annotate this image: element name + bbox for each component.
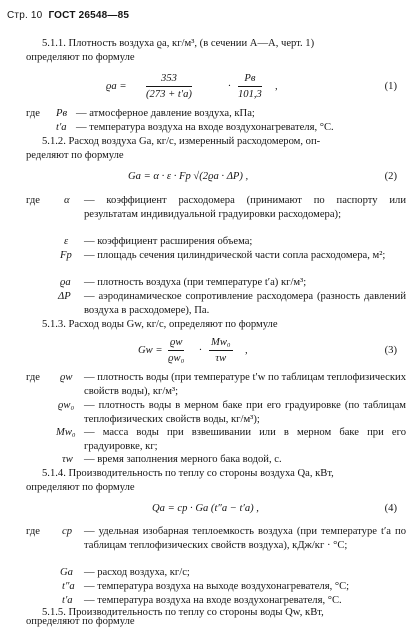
formula-3-lhs: Gw = bbox=[138, 345, 163, 356]
symbol-rho-a: ϱa bbox=[60, 277, 71, 288]
definition-delta-p: — аэродинамическое сопротивление расходомера (разность давлений воздуха в расходомере), Па. bbox=[84, 291, 406, 316]
symbol-g-a: Ga bbox=[60, 567, 73, 578]
definition-epsilon: — коэффициент расширения объема; bbox=[84, 236, 253, 247]
formula-1-denominator-b: 101,3 bbox=[238, 89, 262, 100]
definition-t-a-prime: — температура воздуха на входе воздухонагревателя, °C. bbox=[76, 122, 334, 133]
symbol-alpha: α bbox=[64, 195, 70, 206]
where-label-2: где bbox=[26, 195, 40, 206]
definition-rho-w0: — плотность воды в мерном баке при его градуировке (по таблицам теплофизических свойств воды, кг/м³); bbox=[84, 400, 406, 425]
symbol-t-a-prime: t′a bbox=[56, 122, 67, 133]
page-number: Стр. 10 bbox=[7, 10, 43, 21]
standard-code: ГОСТ 26548—85 bbox=[48, 10, 130, 21]
section-5-1-5-intro-cont: определяют по формуле bbox=[26, 616, 135, 627]
section-5-1-4-intro: 5.1.4. Производительность по теплу со стороны воздуха Qa, кВт, bbox=[42, 468, 334, 479]
section-5-1-2-intro: 5.1.2. Расход воздуха Ga, кг/с, измеренный расходомером, оп- bbox=[42, 136, 321, 147]
formula-1-denominator-a: (273 + t′a) bbox=[146, 89, 192, 100]
symbol-rho-w0: ϱw₀ bbox=[58, 400, 75, 411]
page-header bbox=[7, 9, 129, 23]
definition-c-p: — удельная изобарная теплоемкость воздуха (при температуре t′a по таблицам теплофизических свойств воздуха), кДж/кг · °C; bbox=[84, 526, 406, 551]
formula-3-end: , bbox=[245, 345, 248, 356]
definition-p-v: — атмосферное давление воздуха, кПа; bbox=[76, 108, 255, 119]
definition-tau-w: — время заполнения мерного бака водой, с. bbox=[84, 454, 282, 465]
symbol-delta-p: ΔP bbox=[58, 291, 71, 302]
where-label-3: где bbox=[26, 372, 40, 383]
formula-1-lhs: ϱa = bbox=[106, 81, 127, 92]
symbol-t-a-prime-2: t′a bbox=[62, 595, 73, 606]
section-5-1-2-intro-cont: ределяют по формуле bbox=[26, 150, 124, 161]
where-label-1: где bbox=[26, 108, 40, 119]
formula-1-numerator-b: Pв bbox=[238, 72, 262, 87]
definition-t-a-prime-2: — температура воздуха на входе воздухонагревателя, °C. bbox=[84, 595, 342, 606]
formula-2: Ga = α · ε · Fp √(2ϱa · ΔP) , bbox=[128, 171, 249, 182]
definition-rho-w: — плотность воды (при температуре t′w по таблицам теплофизических свойств воды), кг/м³; bbox=[84, 372, 407, 397]
formula-4: Qa = cp · Ga (t″a − t′a) , bbox=[152, 503, 259, 514]
where-label-4: где bbox=[26, 526, 40, 537]
formula-1-fraction-a bbox=[146, 72, 192, 101]
symbol-c-p: cp bbox=[62, 526, 72, 537]
formula-3-denominator-a: ϱw₀ bbox=[168, 353, 185, 364]
formula-2-number: (2) bbox=[384, 171, 397, 182]
formula-3-fraction-a bbox=[168, 336, 184, 365]
formula-3-dot: · bbox=[199, 345, 202, 356]
formula-3-numerator-b: Mw₀ bbox=[209, 336, 233, 351]
definition-rho-a: — плотность воздуха (при температуре t′a) кг/м³; bbox=[84, 277, 307, 288]
section-5-1-3-intro: 5.1.3. Расход воды Gw, кг/с, определяют по формуле bbox=[42, 319, 278, 330]
definition-m-w0: — масса воды при взвешивании или в мерном баке при его градуировке, кг; bbox=[84, 427, 406, 452]
symbol-p-v: Pв bbox=[56, 108, 68, 119]
symbol-f-p: Fp bbox=[60, 250, 72, 261]
formula-4-number: (4) bbox=[384, 503, 397, 514]
formula-3-numerator-a: ϱw bbox=[168, 336, 184, 351]
definition-t-a-double-prime: — температура воздуха на выходе воздухонагревателя, °C; bbox=[84, 581, 350, 592]
section-5-1-4-intro-cont: определяют по формуле bbox=[26, 482, 135, 493]
formula-1-numerator-a: 353 bbox=[146, 72, 192, 87]
definition-g-a: — расход воздуха, кг/с; bbox=[84, 567, 190, 578]
definition-f-p: — площадь сечения цилиндрической части сопла расходомера, м²; bbox=[84, 250, 386, 261]
formula-1-dot: · bbox=[228, 81, 231, 92]
formula-1-fraction-b bbox=[238, 72, 262, 101]
symbol-rho-w: ϱw bbox=[60, 372, 73, 383]
formula-3-fraction-b bbox=[209, 336, 233, 365]
formula-1-number: (1) bbox=[384, 81, 397, 92]
section-5-1-5-intro: 5.1.5. Производительность по теплу со стороны воды Qw, кВт, bbox=[42, 607, 324, 618]
section-5-1-1-intro-cont: определяют по формуле bbox=[26, 52, 135, 63]
symbol-m-w0: Mw₀ bbox=[56, 427, 76, 438]
formula-3-number: (3) bbox=[384, 345, 397, 356]
formula-3-denominator-b: τw bbox=[215, 353, 227, 364]
definition-alpha: — коэффициент расходомера (принимают по паспорту или результатам индивидуальной градуировки расходомера); bbox=[84, 195, 406, 220]
symbol-tau-w: τw bbox=[62, 454, 73, 465]
symbol-epsilon: ε bbox=[64, 236, 69, 247]
section-5-1-1-intro: 5.1.1. Плотность воздуха ϱa, кг/м³, (в сечении А—А, черт. 1) bbox=[42, 38, 315, 49]
symbol-t-a-double-prime: t″a bbox=[62, 581, 75, 592]
formula-1-end: , bbox=[275, 81, 278, 92]
